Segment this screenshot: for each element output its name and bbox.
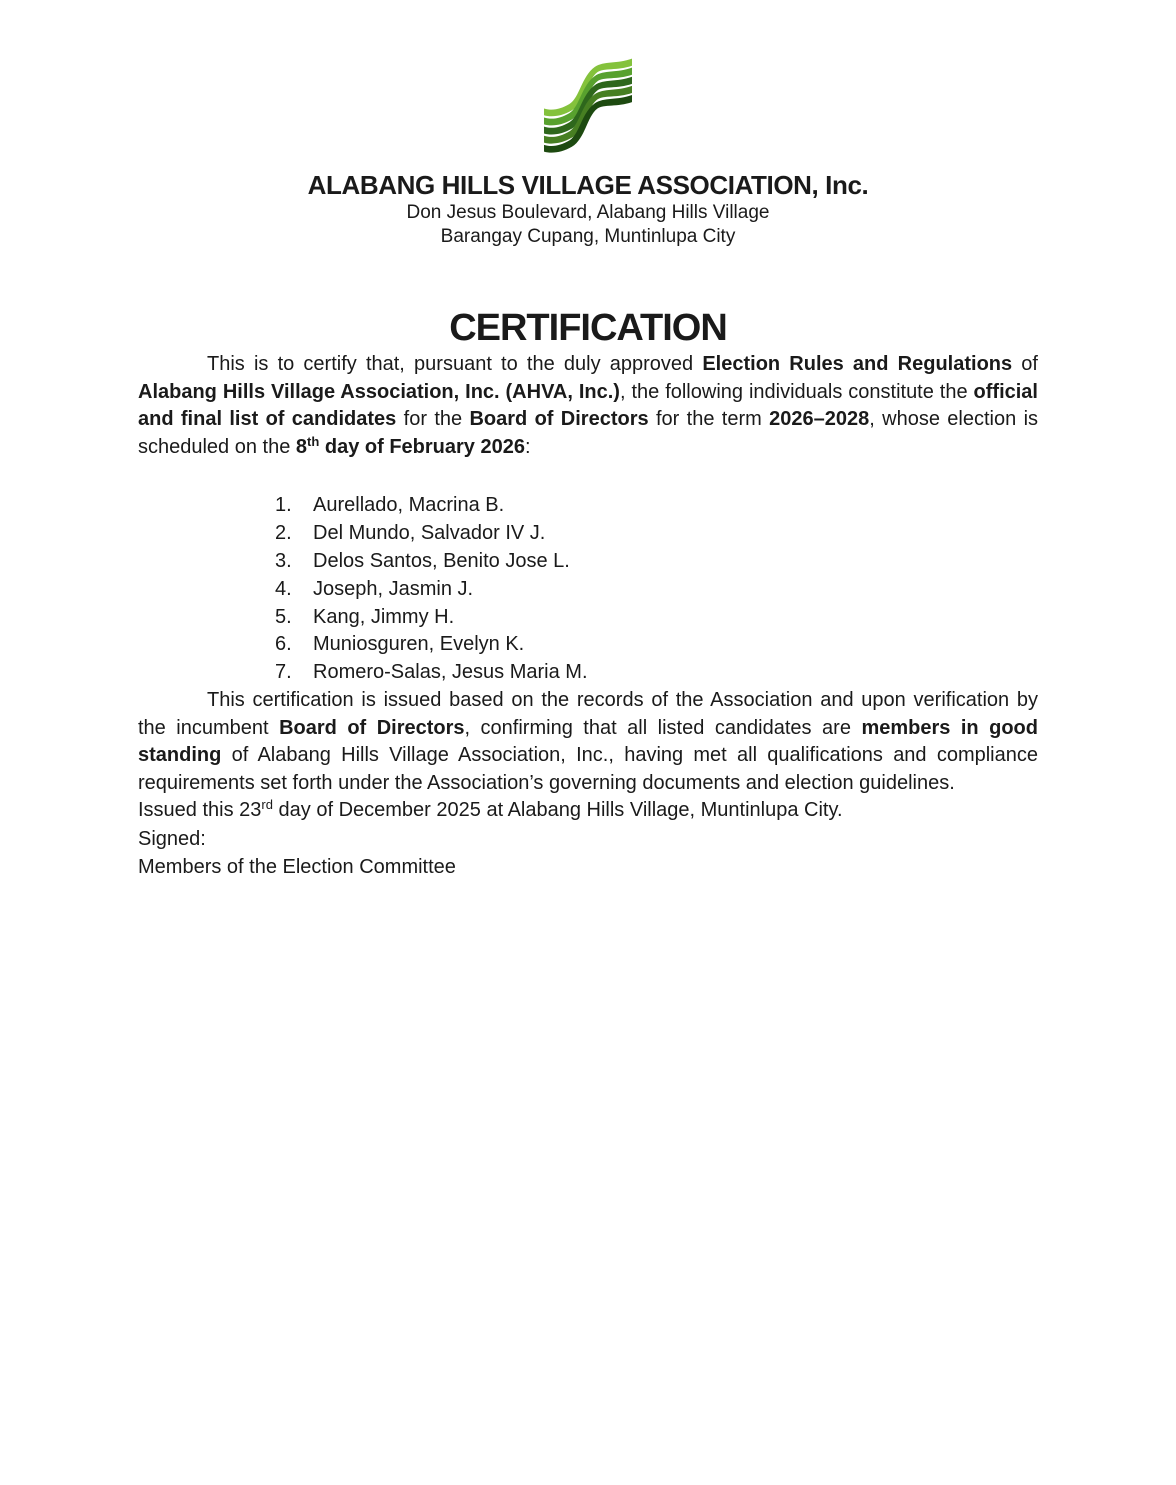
candidate-name: Aurellado, Macrina B. xyxy=(313,494,505,517)
candidate-item xyxy=(275,659,1038,687)
text-run: Board of Directors xyxy=(279,716,465,739)
signed-label: Signed: xyxy=(138,827,206,850)
text-run: Board of Directors xyxy=(469,408,649,431)
issued-line xyxy=(138,797,1038,826)
text-run: for the xyxy=(396,408,470,431)
candidate-item xyxy=(275,576,1038,604)
text-run: of Alabang Hills Village Association, Inc., having met all qualifications and compliance requirements set forth under the Association’s governing documents and election guidelines. xyxy=(138,744,1038,794)
text-run: Election Rules and Regulations xyxy=(702,353,1013,375)
text-run: members in good standing xyxy=(138,716,1038,767)
candidate-number: 1. xyxy=(275,494,292,517)
candidate-item xyxy=(275,631,1038,659)
candidate-name: Muniosguren, Evelyn K. xyxy=(313,633,525,656)
text-run: : xyxy=(524,435,531,458)
candidate-item xyxy=(275,548,1038,576)
committee-label: Members of the Election Committee xyxy=(138,855,456,878)
text-run: This is to certify that, pursuant to the duly approved xyxy=(207,353,703,375)
candidate-item xyxy=(275,604,1038,632)
candidate-number: 7. xyxy=(275,661,292,684)
candidate-name: Romero-Salas, Jesus Maria M. xyxy=(313,661,588,684)
candidate-name: Del Mundo, Salvador IV J. xyxy=(313,522,546,545)
text-run: , confirming that all listed candidates are xyxy=(464,716,862,739)
org-address-line2: Barangay Cupang, Muntinlupa City xyxy=(440,226,736,247)
text-run: th xyxy=(307,433,320,449)
text-run: This certification is issued based on the records of the Association and upon verification by the incumbent xyxy=(138,688,1038,739)
candidate-list xyxy=(275,492,1038,687)
text-run: 8 xyxy=(295,435,308,458)
text-run: official and final list of candidates xyxy=(138,380,1038,431)
document-title: CERTIFICATION xyxy=(449,307,727,349)
candidate-number: 4. xyxy=(275,577,292,600)
org-name: ALABANG HILLS VILLAGE ASSOCIATION, Inc. xyxy=(307,170,869,200)
text-run: for the term xyxy=(648,408,770,431)
candidate-name: Kang, Jimmy H. xyxy=(313,605,455,628)
text-run: day of February 2026 xyxy=(319,435,525,458)
text-run: , whose election is scheduled on the xyxy=(138,408,1039,458)
ahva-logo-icon xyxy=(544,57,632,155)
candidate-name: Joseph, Jasmin J. xyxy=(313,577,474,600)
text-run: Alabang Hills Village Association, Inc. (AHVA, Inc.) xyxy=(138,380,620,403)
text-run: Issued this 23 xyxy=(138,799,262,822)
logo-container xyxy=(138,57,1038,155)
text-run: of xyxy=(1012,353,1038,375)
intro-paragraph xyxy=(138,351,1038,462)
candidate-item xyxy=(275,492,1038,520)
verification-paragraph xyxy=(138,687,1038,797)
text-run: day of December 2025 at Alabang Hills Village, Muntinlupa City. xyxy=(272,799,843,822)
text-run: , the following individuals constitute the xyxy=(619,380,974,403)
candidate-number: 6. xyxy=(275,633,292,656)
text-run: rd xyxy=(261,797,273,813)
candidate-number: 2. xyxy=(275,522,292,545)
candidate-item xyxy=(275,520,1038,548)
text-run: 2026–2028 xyxy=(769,408,870,431)
candidate-number: 5. xyxy=(275,605,292,628)
candidate-number: 3. xyxy=(275,549,292,572)
candidate-name: Delos Santos, Benito Jose L. xyxy=(313,549,570,572)
org-address-line1: Don Jesus Boulevard, Alabang Hills Village xyxy=(406,202,770,223)
